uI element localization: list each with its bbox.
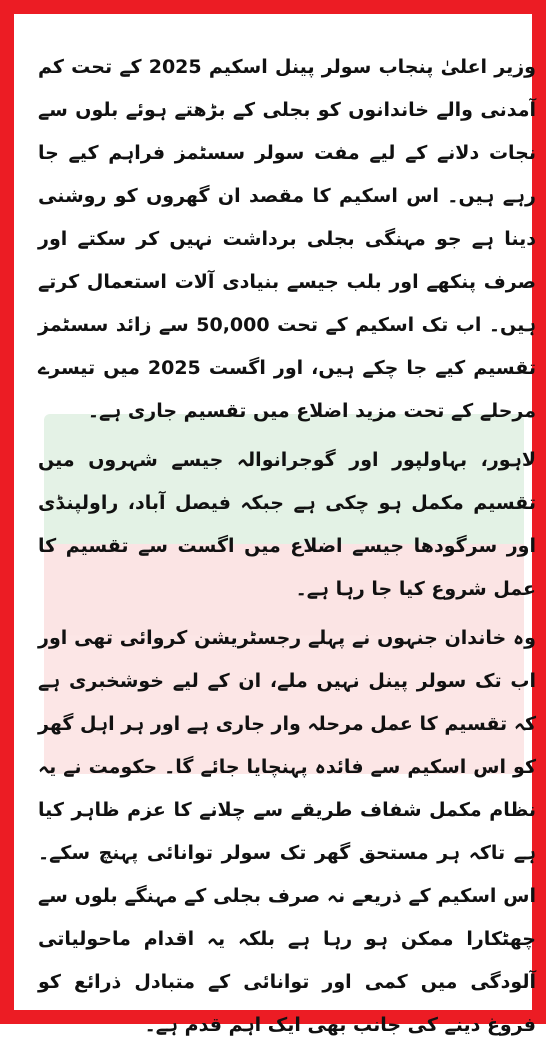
paragraph-families: وہ خاندان جنہوں نے پہلے رجسٹریشن کروائی تھی اور اب تک سولر پینل نہیں ملے، ان کے لیے خوشخبری ہے کہ تقسیم کا عمل مرحلہ وار جاری ہے اور ہر اہل گھر کو اس اسکیم سے فائدہ پہنچایا جائے گا۔ حکومت نے یہ نظام مکمل شفاف طریقے سے چلانے کا عزم ظاہر کیا ہے تاکہ ہر مستحق گھر تک سولر توانائی پہنچ سکے۔ اس اسکیم کے ذریعے نہ صرف بجلی کے مہنگے بلوں سے چھٹکارا ممکن ہو رہا ہے بلکہ یہ اقدام ماحولیاتی آلودگی میں کمی اور توانائی کے متبادل ذرائع کو فروغ دینے کی جانب بھی ایک اہم قدم ہے۔: [38, 627, 536, 1036]
paragraph-intro: وزیر اعلیٰ پنجاب سولر پینل اسکیم 2025 کے تحت کم آمدنی والے خاندانوں کو بجلی کے بڑھتے ہوئے بلوں سے نجات دلانے کے لیے مفت سولر سسٹمز فراہم کیے جا رہے ہیں۔ اس اسکیم کا مقصد ان گھروں کو روشنی دینا ہے جو مہنگی بجلی برداشت نہیں کر سکتے اور صرف پنکھے اور بلب جیسے بنیادی آلات استعمال کرتے ہیں۔ اب تک اسکیم کے تحت 50,000 سے زائد سسٹمز تقسیم کیے جا چکے ہیں، اور اگست 2025 میں تیسرے مرحلے کے تحت مزید اضلاع میں تقسیم جاری ہے۔: [38, 56, 537, 422]
paragraph-cities: لاہور، بہاولپور اور گوجرانوالہ جیسے شہروں میں تقسیم مکمل ہو چکی ہے جبکہ فیصل آباد، راولپنڈی اور سرگودھا جیسے اضلاع میں اگست سے تقسیم کا عمل شروع کیا جا رہا ہے۔: [38, 449, 536, 600]
article-body: [38, 46, 536, 1053]
